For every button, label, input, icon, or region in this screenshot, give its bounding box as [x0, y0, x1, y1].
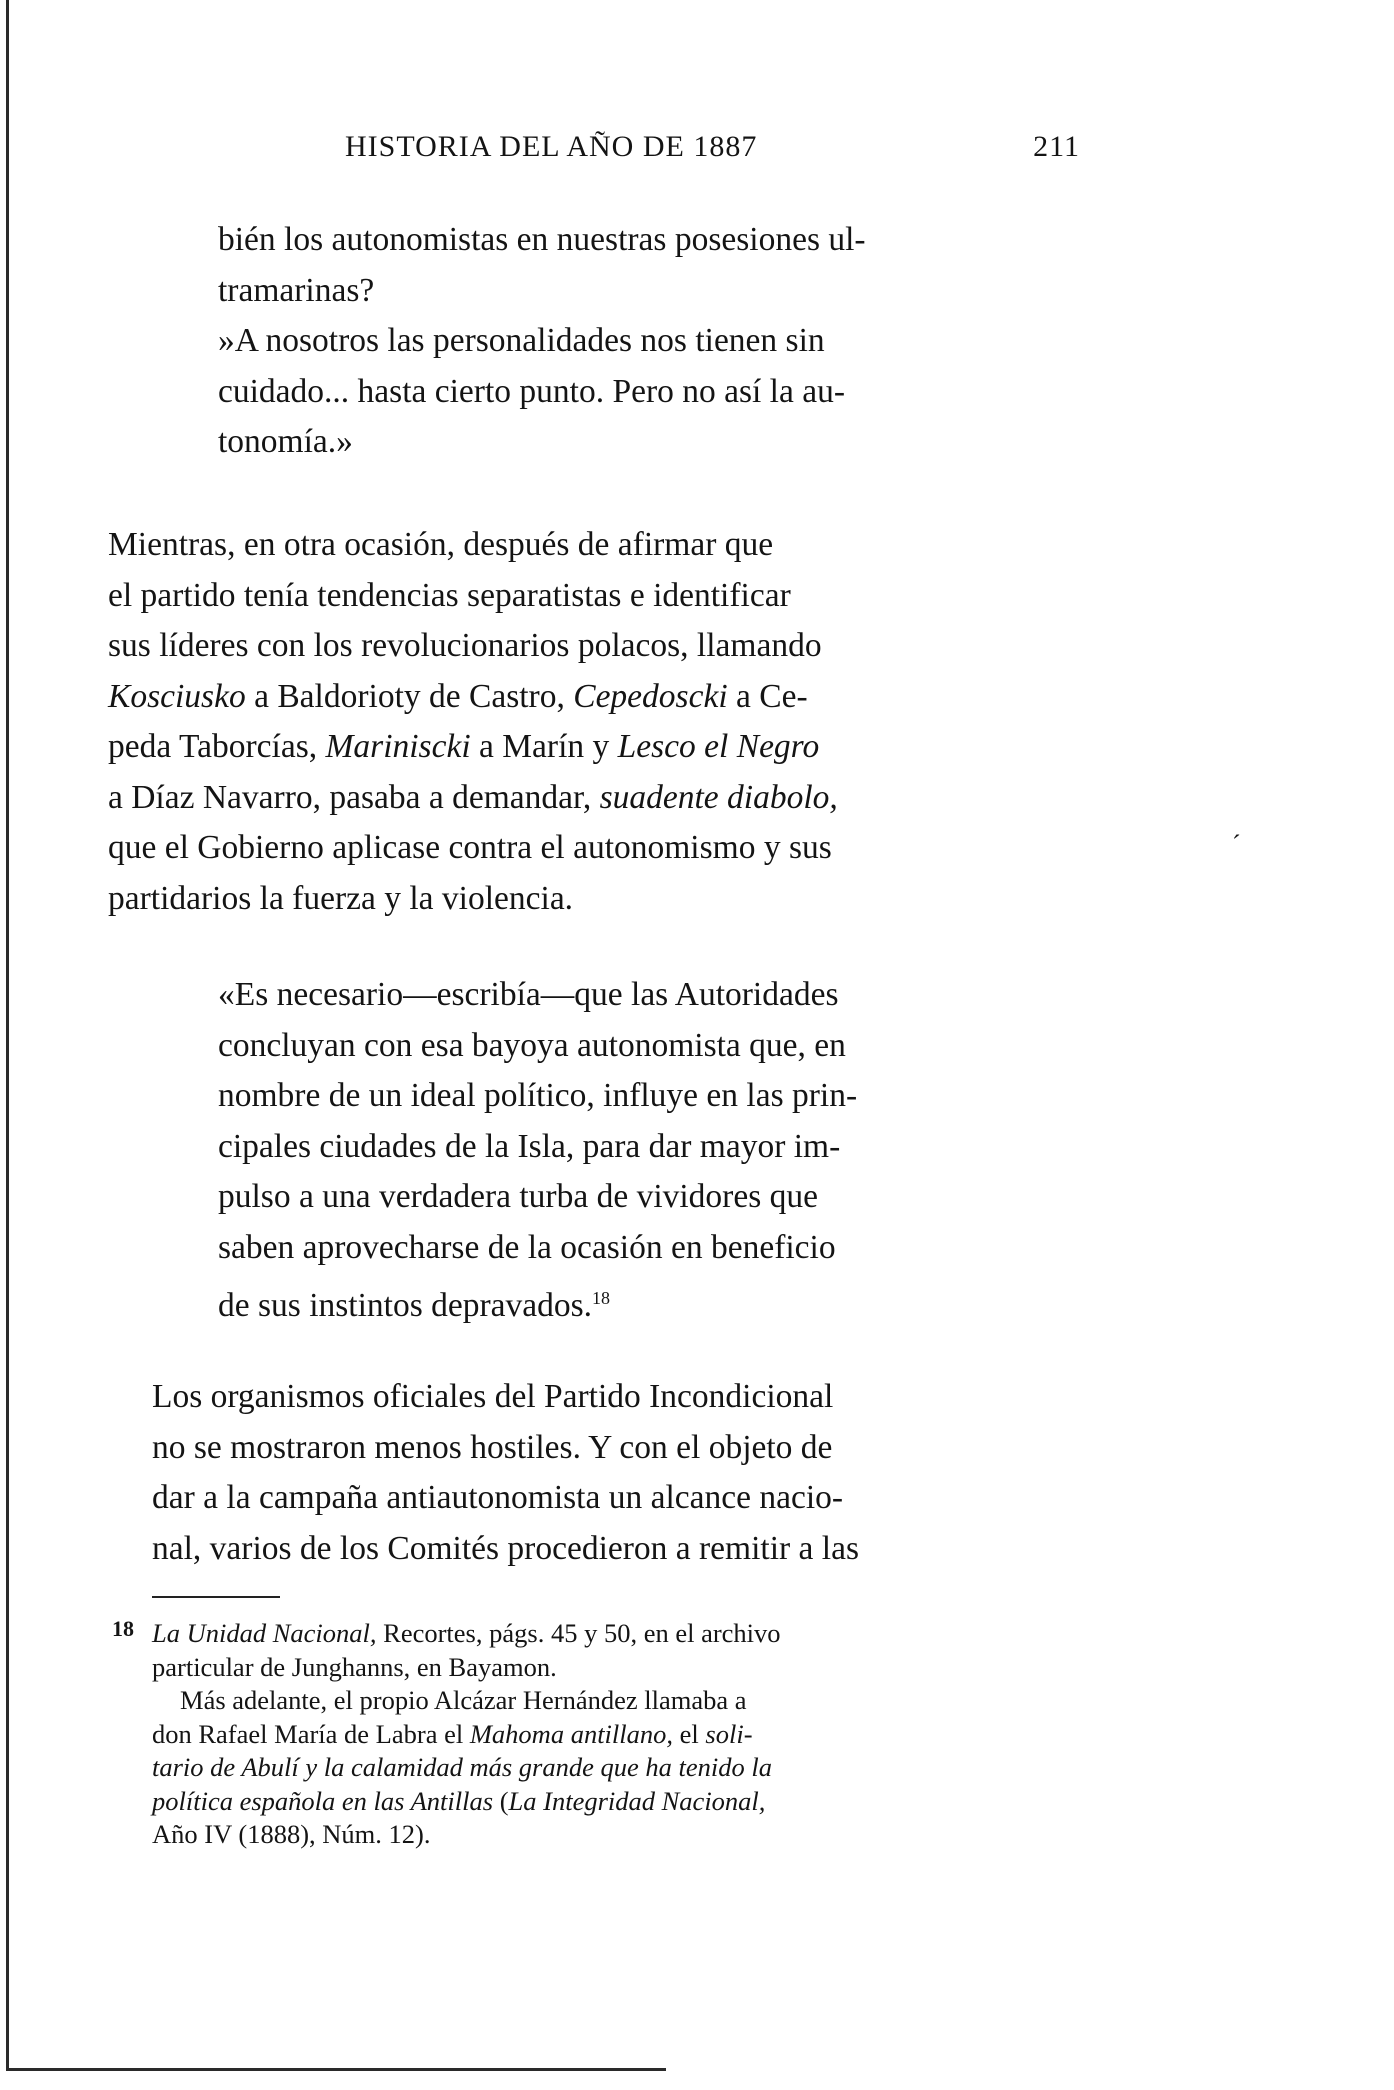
- quote2-line: cipales ciudades de la Isla, para dar mayor im-: [218, 1127, 841, 1165]
- footnote-reference: 18: [592, 1288, 611, 1308]
- text-run: a Díaz Navarro, pasaba a demandar,: [108, 778, 600, 816]
- quote-block-2: [218, 970, 1080, 1332]
- paragraph1-line: el partido tenía tendencias separatistas e identificar: [108, 576, 791, 614]
- text-run: peda Taborcías,: [108, 728, 326, 765]
- page-edge-bottom: [6, 2068, 666, 2071]
- footnote-line: tario de Abulí y la calamidad más grande que ha tenido la: [152, 1752, 772, 1782]
- quote1-line: tramarinas?: [218, 271, 375, 309]
- italic-phrase: soli-: [705, 1718, 753, 1749]
- italic-name: Kosciusko: [108, 677, 246, 715]
- paragraph2-line: dar a la campaña antiautonomista un alcance nacio-: [152, 1479, 844, 1516]
- footnote-line: Más adelante, el propio Alcázar Hernández llamaba a: [180, 1685, 747, 1715]
- footnote-number: 18: [112, 1616, 134, 1641]
- text-run: a Marín y: [470, 728, 618, 765]
- header-title: HISTORIA DEL AÑO DE 1887: [345, 130, 758, 163]
- italic-name: Cepedoscki: [573, 677, 728, 715]
- quote1-line: bién los autonomistas en nuestras posesiones ul-: [218, 221, 866, 258]
- paragraph1-line: Mientras, en otra ocasión, después de afirmar que: [108, 526, 774, 563]
- quote2-line: nombre de un ideal político, influye en las prin-: [218, 1077, 858, 1114]
- quote1-line: tonomía.»: [218, 423, 353, 460]
- quote1-line: »A nosotros las personalidades nos tienen sin: [218, 322, 825, 359]
- paragraph-1: [108, 520, 1080, 924]
- quote2-line: saben aprovecharse de la ocasión en beneficio: [218, 1228, 836, 1266]
- paragraph2-line: no se mostraron menos hostiles. Y con el objeto de: [152, 1428, 833, 1466]
- footnotes: [112, 1612, 1080, 1852]
- italic-name: Lesco el Negro: [617, 728, 820, 765]
- footnote-line: [112, 1718, 1080, 1752]
- paragraph1-line: [108, 773, 1080, 824]
- text-run: de sus instintos depravados.: [218, 1287, 593, 1325]
- italic-title: La Unidad Nacional,: [152, 1618, 377, 1648]
- quote-block-1: [218, 215, 1080, 468]
- text-run: don Rafael María de Labra el: [152, 1718, 470, 1749]
- italic-title: La Integridad Nacional,: [508, 1785, 766, 1816]
- paragraph1-line: que el Gobierno aplicase contra el autonomismo y sus: [108, 829, 832, 866]
- paragraph1-line: partidarios la fuerza y la violencia.: [108, 879, 574, 917]
- footnote-line: [112, 1612, 1080, 1651]
- paragraph2-line: nal, varios de los Comités procedieron a remitir a las: [152, 1529, 860, 1567]
- quote2-line: «Es necesario—escribía—que las Autoridades: [218, 976, 839, 1013]
- italic-name: Mariniscki: [325, 728, 471, 765]
- text-run: a Baldorioty de Castro,: [245, 677, 574, 715]
- paragraph1-line: sus líderes con los revolucionarios polacos, llamando: [108, 627, 822, 664]
- quote2-line: concluyan con esa bayoya autonomista que, en: [218, 1026, 846, 1064]
- quote2-line: [218, 1273, 1080, 1332]
- paragraph-2: [152, 1372, 1080, 1574]
- text-run: (: [493, 1785, 509, 1816]
- page-number: 211: [1033, 130, 1080, 163]
- text-run: Recortes, págs. 45 y 50, en el archivo: [376, 1618, 781, 1648]
- text-run: el: [673, 1718, 706, 1749]
- footnote-line: [112, 1785, 1080, 1819]
- running-header: [345, 130, 1080, 174]
- page-edge-left: [6, 0, 9, 2070]
- footnote-separator: [152, 1596, 280, 1598]
- text-run: a Ce-: [727, 677, 808, 715]
- italic-phrase: política española en las Antillas: [152, 1785, 494, 1816]
- paragraph1-line: [108, 722, 1080, 773]
- margin-mark: ´: [1232, 830, 1241, 859]
- italic-phrase: Mahoma antillano,: [469, 1718, 674, 1749]
- italic-phrase: suadente diabolo,: [599, 778, 838, 816]
- paragraph2-line: Los organismos oficiales del Partido Incondicional: [152, 1378, 834, 1415]
- footnote-line: Año IV (1888), Núm. 12).: [152, 1819, 431, 1849]
- paragraph1-line: [108, 672, 1080, 723]
- quote2-line: pulso a una verdadera turba de vividores que: [218, 1178, 818, 1215]
- quote1-line: cuidado... hasta cierto punto. Pero no así la au-: [218, 372, 846, 410]
- footnote-line: particular de Junghanns, en Bayamon.: [152, 1651, 557, 1682]
